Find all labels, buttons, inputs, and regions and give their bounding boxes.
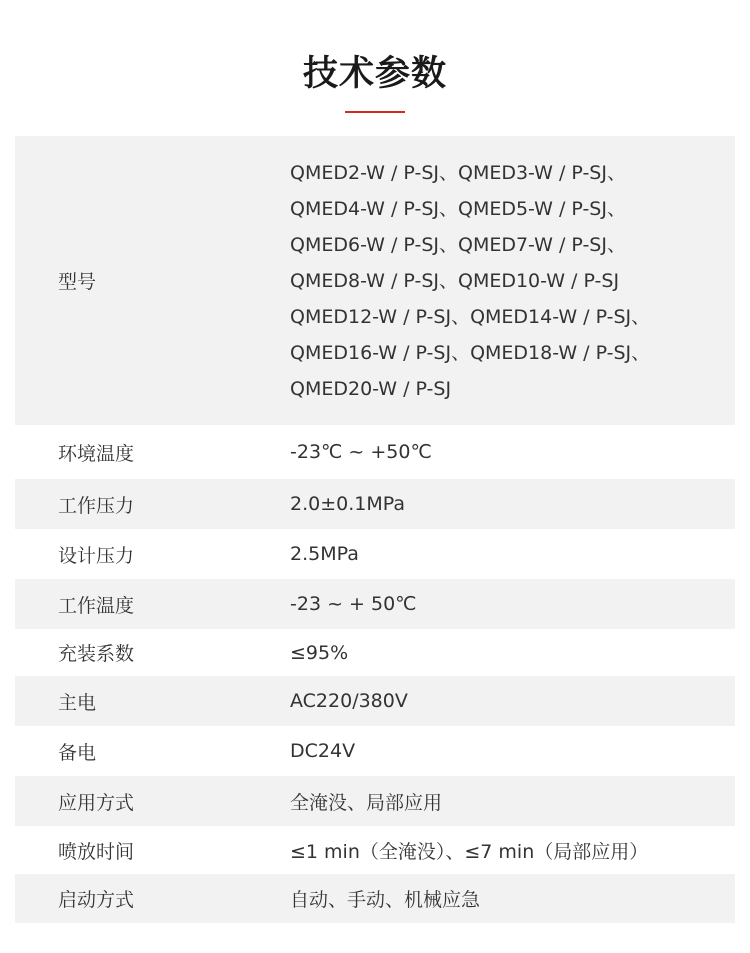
row-value: 自动、手动、机械应急 bbox=[290, 889, 481, 911]
row-label: 型号 bbox=[58, 271, 97, 293]
table-row bbox=[15, 629, 735, 676]
table-row bbox=[15, 676, 735, 726]
row-label: 充装系数 bbox=[58, 643, 135, 665]
table-row bbox=[15, 579, 735, 629]
row-label: 备电 bbox=[58, 741, 97, 764]
table-row bbox=[15, 529, 735, 579]
model-line: QMED6-W / P-SJ、QMED7-W / P-SJ、 bbox=[290, 233, 626, 256]
row-label: 启动方式 bbox=[58, 889, 135, 911]
row-value: -23℃ ~ +50℃ bbox=[290, 441, 432, 463]
row-value: 2.0±0.1MPa bbox=[290, 493, 405, 515]
table-row bbox=[15, 826, 735, 874]
spec-table bbox=[15, 136, 735, 923]
row-label: 工作压力 bbox=[58, 494, 135, 517]
row-label: 应用方式 bbox=[58, 791, 135, 814]
row-label: 喷放时间 bbox=[58, 840, 135, 863]
row-value: ≤95% bbox=[290, 641, 349, 664]
table-row bbox=[15, 874, 735, 923]
model-line: QMED20-W / P-SJ bbox=[290, 377, 452, 400]
table-row bbox=[15, 479, 735, 529]
row-value: ≤1 min（全淹没）、≤7 min（局部应用） bbox=[290, 840, 649, 863]
model-line: QMED16-W / P-SJ、QMED18-W / P-SJ、 bbox=[290, 341, 651, 364]
row-value: AC220/380V bbox=[290, 690, 408, 712]
model-line: QMED2-W / P-SJ、QMED3-W / P-SJ、 bbox=[290, 161, 626, 184]
table-row bbox=[15, 425, 735, 479]
model-list bbox=[248, 155, 735, 407]
title-underline bbox=[345, 111, 405, 113]
table-row-model bbox=[15, 136, 735, 425]
row-label: 工作温度 bbox=[58, 594, 135, 617]
row-label: 主电 bbox=[58, 691, 97, 714]
model-line: QMED12-W / P-SJ、QMED14-W / P-SJ、 bbox=[290, 305, 651, 328]
row-value: 全淹没、局部应用 bbox=[290, 791, 443, 814]
model-line: QMED4-W / P-SJ、QMED5-W / P-SJ、 bbox=[290, 197, 626, 220]
page-title: 技术参数 bbox=[302, 54, 447, 94]
model-line: QMED8-W / P-SJ、QMED10-W / P-SJ bbox=[290, 269, 620, 292]
row-value: -23 ~ + 50℃ bbox=[290, 593, 417, 615]
table-row bbox=[15, 776, 735, 826]
row-label: 环境温度 bbox=[58, 442, 135, 465]
table-row bbox=[15, 726, 735, 776]
row-label: 设计压力 bbox=[58, 544, 135, 567]
row-value: DC24V bbox=[290, 740, 356, 762]
row-value: 2.5MPa bbox=[290, 543, 359, 565]
